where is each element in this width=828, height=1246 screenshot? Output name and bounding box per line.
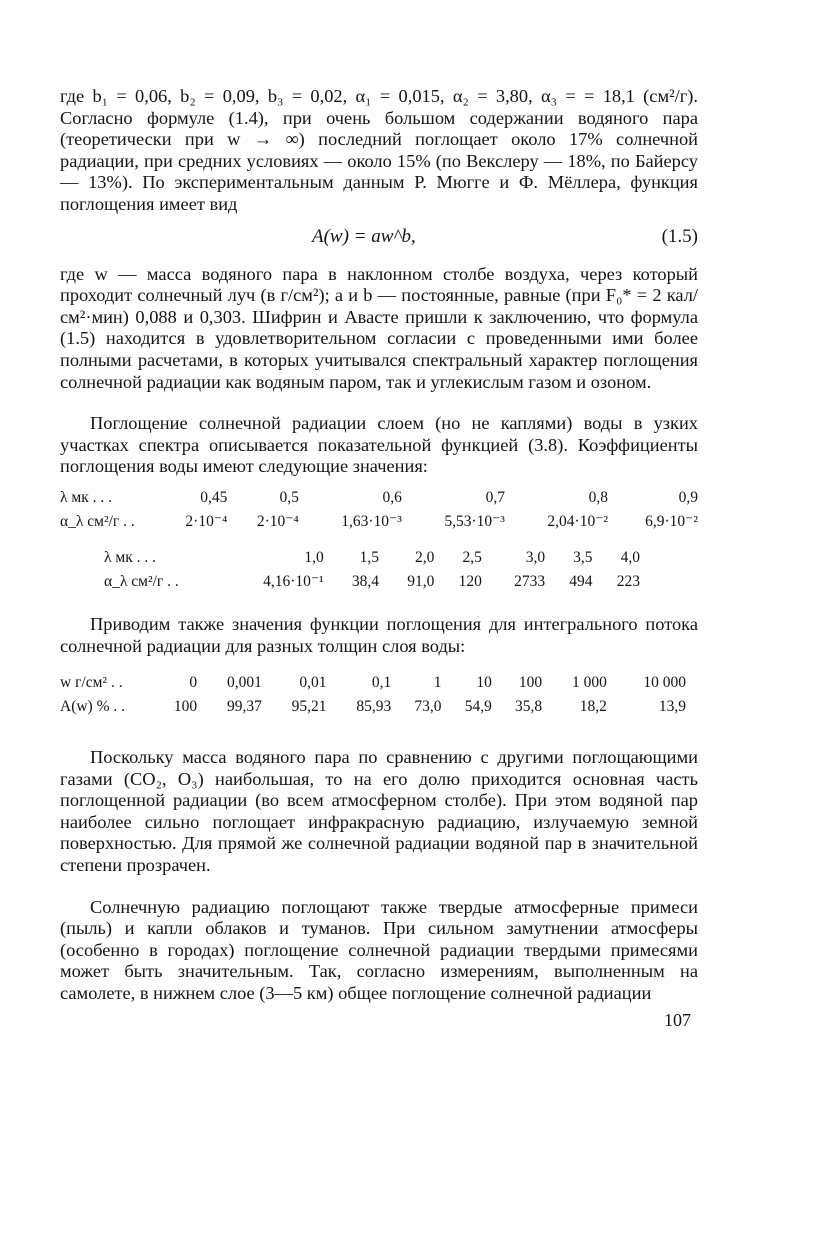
table-cell: 1 000 [571, 674, 607, 692]
table-cell: 91,0 [407, 572, 435, 590]
row-label: α_λ см²/г . . [104, 572, 179, 590]
table-cell: 223 [616, 572, 640, 590]
table-cell: 1,63·10⁻³ [341, 513, 402, 531]
table-cell: 1 [433, 674, 442, 692]
table-cell: 2·10⁻⁴ [256, 513, 299, 531]
page-content [60, 86, 698, 1005]
table-cell: 5,53·10⁻³ [444, 513, 505, 531]
paragraph-definitions: где w — масса водяного пара в наклонном столбе воздуха, через который проходит солнечный луч (в г/см²); a и b — постоянные, равные (при F₀* = 2 кал/см²·мин) 0,088 и 0,303. Шифрин и Авасте пришли к заключению, что формула (1.5) находится в удовлетворительном согласии с проведенными ими более полными расчетами, в которых учитывался спектральный характер поглощения солнечной радиации как водяным паром, так и углекислым газом и озоном. [60, 263, 698, 392]
row-label: A(w) % . . [60, 698, 125, 716]
table-cell: 2,04·10⁻² [547, 513, 609, 531]
table-cell: 4,16·10⁻¹ [263, 573, 324, 591]
table-cell: 99,37 [226, 698, 262, 716]
table-cell: 0,6 [382, 488, 402, 506]
table-cell: 0,45 [200, 488, 228, 506]
table-cell: 4,0 [620, 548, 640, 566]
table-cell: 100 [173, 698, 198, 716]
table-cell: 2,0 [415, 548, 435, 566]
table-cell: 54,9 [464, 698, 492, 716]
table-cell: 3,0 [525, 548, 546, 566]
table-cell: 1,5 [359, 548, 380, 566]
table-cell: 3,5 [573, 548, 593, 566]
table-cell: 0,5 [279, 488, 299, 506]
page-number: 107 [664, 1010, 691, 1030]
table-row [60, 486, 698, 510]
table-cell: 6,9·10⁻² [645, 513, 698, 531]
table-cell: 2,5 [462, 548, 482, 566]
table-row [60, 671, 686, 695]
table-row [104, 546, 640, 570]
table-row [60, 695, 686, 719]
table-cell: 13,9 [658, 698, 686, 716]
table-cell: 95,21 [291, 698, 327, 716]
table-cell: 0,1 [371, 674, 392, 692]
table-cell: 0,8 [588, 488, 609, 506]
paragraph-coefficients: где b₁ = 0,06, b₂ = 0,09, b₃ = 0,02, α₁ = 0,015, α₂ = 3,80, α₃ = = 18,1 (см²/г). Согласно формуле (1.4), при очень большом содержании водяного пара (теоретически при w → ∞) последний поглощает около 17% солнечной радиации, при средних условиях — около 15% (по Векслеру — 18%, по Байерсу — 13%). По экспериментальным данным Р. Мюгге и Ф. Мёллера, функция поглощения имеет вид [60, 86, 698, 214]
row-label: λ мк . . . [60, 488, 112, 506]
table-cell: 73,0 [414, 698, 442, 716]
table-cell: 85,93 [356, 698, 392, 716]
table-cell: 10 [476, 674, 492, 692]
paragraph-integral-flux: Приводим также значения функции поглощения для интегрального потока солнечной радиации для разных толщин слоя воды: [60, 613, 698, 656]
formula-1-5 [60, 218, 698, 256]
table-cell: 0,001 [226, 674, 262, 692]
table-cell: 0,01 [299, 674, 327, 692]
table-cell: 38,4 [351, 572, 380, 590]
table-cell: 10 000 [643, 674, 686, 692]
table-cell: 100 [518, 674, 543, 692]
absorption-table-visible [60, 486, 698, 534]
absorption-function-table [60, 671, 686, 719]
table-cell: 2·10⁻⁴ [185, 513, 228, 531]
table-row [104, 570, 640, 594]
formula-expression: A(w) = aw^b, [312, 225, 416, 247]
table-cell: 0 [189, 674, 198, 692]
table-cell: 1,0 [304, 548, 324, 566]
paragraph-aerosols: Солнечную радиацию поглощают также твердые атмосферные примеси (пыль) и капли облаков и туманов. При сильном замутнении атмосферы (особенно в городах) поглощение солнечной радиации твердыми примесями может быть значительным. Так, согласно измерениям, выполненным на самолете, в нижнем слое (3—5 км) общее поглощение солнечной радиации [60, 896, 698, 1004]
absorption-table-infrared [104, 546, 640, 594]
table-cell: 35,8 [515, 698, 543, 716]
table-cell: 0,9 [678, 488, 698, 506]
table-cell: 120 [458, 572, 482, 590]
table-cell: 494 [569, 572, 593, 590]
table-row [60, 510, 698, 534]
row-label: α_λ см²/г . . [60, 512, 135, 530]
table-cell: 0,7 [485, 488, 505, 506]
table-cell: 2733 [514, 572, 546, 590]
row-label: λ мк . . . [104, 548, 156, 566]
formula-number: (1.5) [661, 225, 698, 247]
paragraph-water-absorption: Поглощение солнечной радиации слоем (но не каплями) воды в узких участках спектра описывается показательной функцией (3.8). Коэффициенты поглощения воды имеют следующие значения: [60, 413, 698, 477]
row-label: w г/см² . . [60, 674, 123, 692]
table-cell: 18,2 [579, 698, 607, 716]
paragraph-water-vapour: Поскольку масса водяного пара по сравнению с другими поглощающими газами (CO₂, O₃) наибольшая, то на его долю приходится основная часть поглощенной радиации (во всем атмосферном столбе). При этом водяной пар наиболее сильно поглощает инфракрасную радиацию, излучаемую земной поверхностью. Для прямой же солнечной радиации водяной пар в значительной степени прозрачен. [60, 747, 698, 876]
